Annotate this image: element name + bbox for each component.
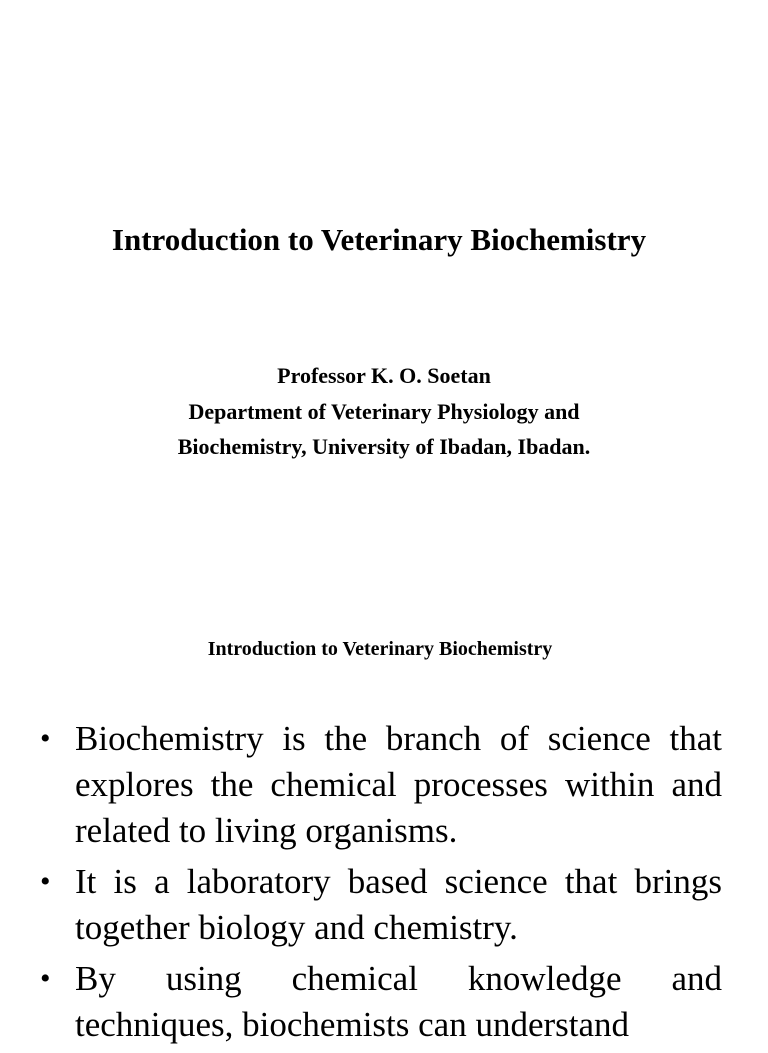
bullet-dot-icon: • xyxy=(40,722,51,755)
affiliation-line-1: Department of Veterinary Physiology and xyxy=(188,399,580,424)
affiliation-line-2: Biochemistry, University of Ibadan, Ibadan. xyxy=(177,434,591,459)
slide-title: Introduction to Veterinary Biochemistry xyxy=(111,222,647,257)
bullet-dot-icon: • xyxy=(40,962,51,995)
bullet-text: By using chemical knowledge and techniques, biochemists can understand xyxy=(75,959,722,1044)
bullet-item xyxy=(40,716,722,854)
bullet-list xyxy=(40,716,722,1053)
content-slide-title: Introduction to Veterinary Biochemistry xyxy=(207,638,553,660)
bullet-text: Biochemistry is the branch of science that explores the chemical processes within and related to living organisms. xyxy=(75,719,722,850)
bullet-item xyxy=(40,956,722,1048)
author-name: Professor K. O. Soetan xyxy=(277,363,491,388)
bullet-item xyxy=(40,859,722,951)
author-block xyxy=(0,358,768,464)
content-slide xyxy=(0,560,768,1044)
bullet-dot-icon: • xyxy=(40,865,51,898)
bullet-text: It is a laboratory based science that brings together biology and chemistry. xyxy=(75,862,722,947)
